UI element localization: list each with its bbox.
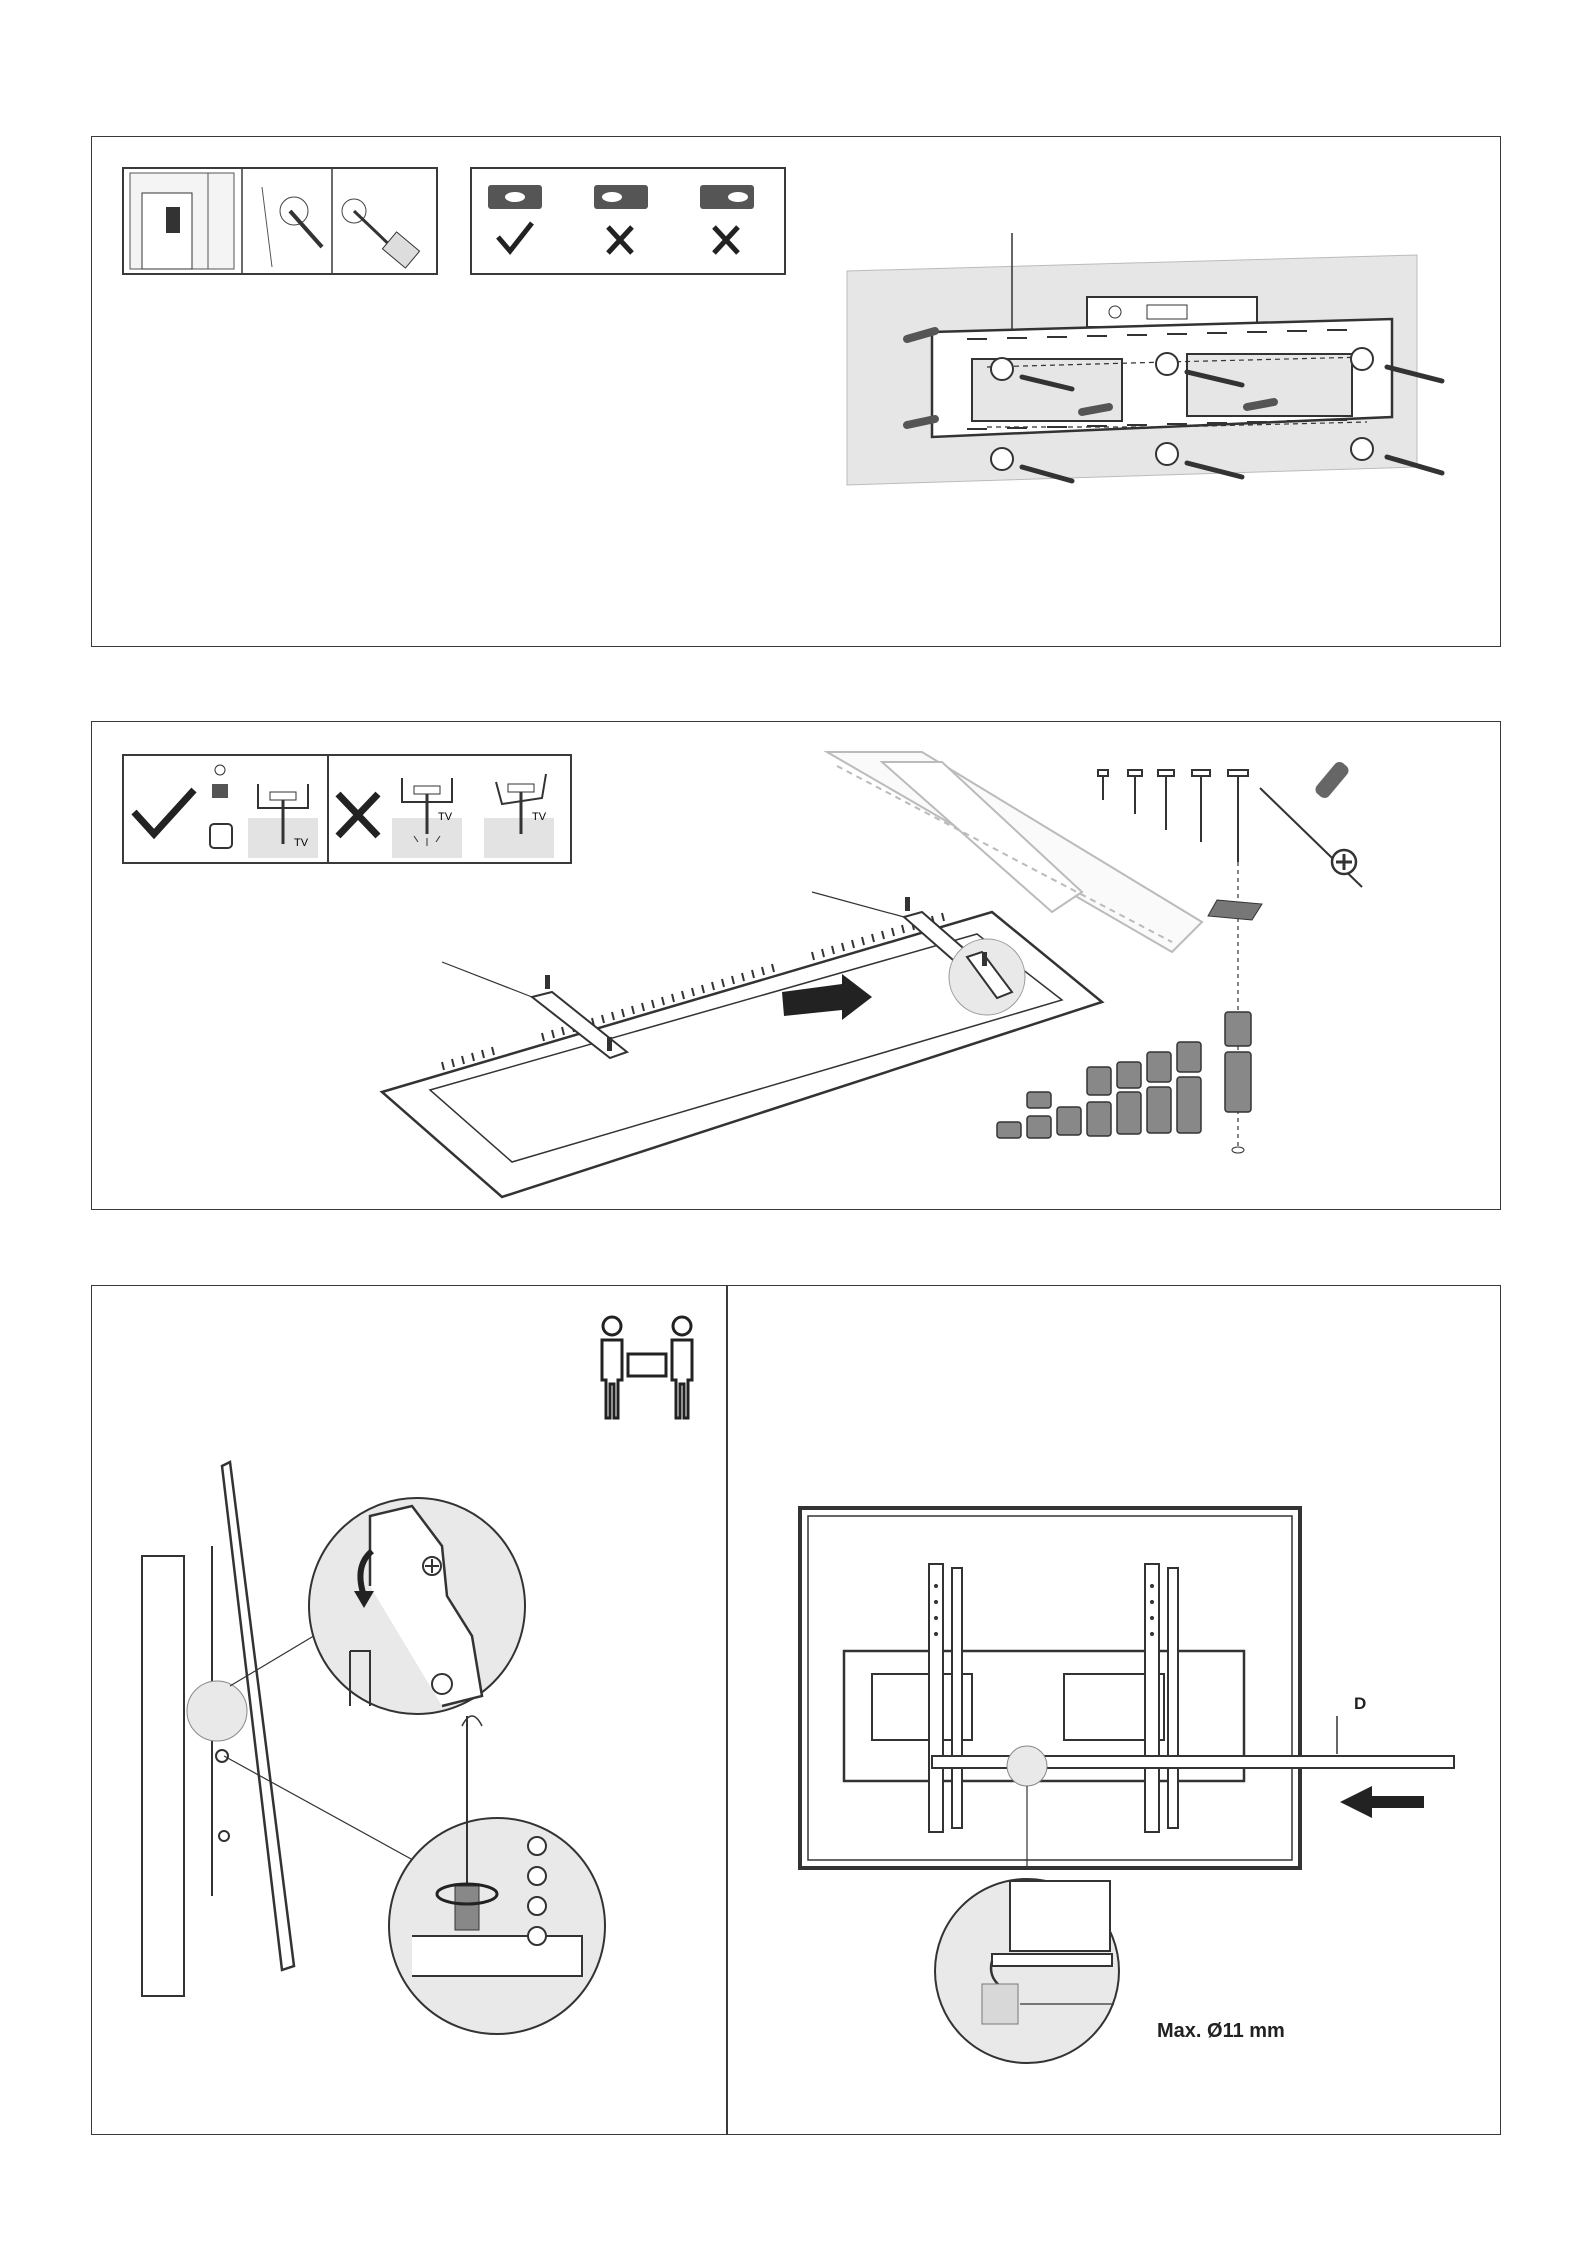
direction-arrow-icon <box>1340 1786 1424 1818</box>
step-panel-wall-mounting <box>91 136 1501 647</box>
drill-inset <box>122 167 438 275</box>
wall-plate-illustration <box>847 227 1437 557</box>
tv-tag: TV <box>532 811 547 823</box>
lock-diameter-label: Max. Ø11 mm <box>1157 2020 1285 2042</box>
spirit-level-icon <box>700 185 754 209</box>
tv-hanging-side-illustration <box>142 1456 622 2076</box>
level-check-inset <box>470 167 786 275</box>
spirit-level-icon <box>594 185 648 209</box>
step-panel-hang-and-lock <box>91 1285 1501 2135</box>
tv-tag: TV <box>438 811 453 823</box>
tv-tag: TV <box>294 837 309 849</box>
phillips-screwdriver-icon <box>1260 760 1362 887</box>
two-person-lift-icon <box>594 1314 704 1424</box>
tv-lock-bar-illustration <box>792 1506 1492 2126</box>
panel-divider <box>726 1286 728 2134</box>
step-panel-bracket-attachment <box>91 721 1501 1210</box>
spirit-level-icon <box>488 185 542 209</box>
tv-back-bracket-illustration <box>382 752 1382 1192</box>
bar-label-d: D <box>1354 1694 1367 1713</box>
